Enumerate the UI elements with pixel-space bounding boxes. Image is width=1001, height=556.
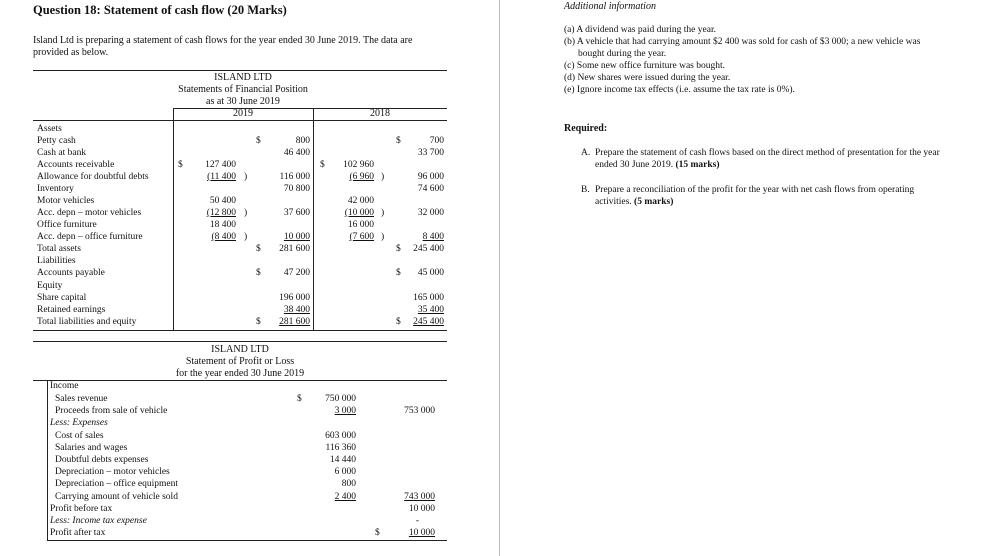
sfp-2019-inventory: 70 800 <box>283 184 310 194</box>
pl-label-dep-oe: Depreciation – office equipment <box>55 479 179 489</box>
sfp-2018-total-assets: 245 400 <box>413 244 444 254</box>
sfp-paren: ) <box>381 208 385 218</box>
additional-item-a: (a) A dividend was paid during the year. <box>564 25 716 35</box>
sfp-2018-retained: 35 400 <box>417 305 444 315</box>
required-b-marker: B. <box>581 185 590 195</box>
required-b-line2-text: activities. <box>595 197 632 207</box>
sfp-label-dep-office: Acc. depn – office furniture <box>37 232 143 242</box>
sfp-2018-motor-gross: 42 000 <box>347 196 374 206</box>
pl-label-pbt: Profit before tax <box>50 504 113 514</box>
sfp-label-inventory: Inventory <box>37 184 74 194</box>
pl-dollar: $ <box>375 528 380 538</box>
sfp-dollar: $ <box>396 317 401 327</box>
sfp-dollar: $ <box>320 160 325 170</box>
sfp-2018-dep-motor-net: 32 000 <box>417 208 444 218</box>
sfp-2019-total-le: 281 600 <box>279 317 310 327</box>
sfp-dollar: $ <box>396 244 401 254</box>
sfp-2019-dep-motor-gross: (12 800 <box>206 208 236 218</box>
additional-item-c: (c) Some new office furniture was bought. <box>564 61 726 71</box>
sfp-2019-motor-gross: 50 400 <box>209 196 236 206</box>
pl-label-cos: Cost of sales <box>55 431 104 441</box>
sfp-label-equity: Equity <box>37 281 63 291</box>
sfp-label-acc-pay: Accounts payable <box>37 268 105 278</box>
sfp-2019-petty-cash: 800 <box>295 136 310 146</box>
pl-label-proceeds: Proceeds from sale of vehicle <box>55 406 168 416</box>
intro-line-2: provided as below. <box>33 47 109 58</box>
sfp-label-petty-cash: Petty cash <box>37 136 76 146</box>
sfp-year-2019: 2019 <box>233 108 253 119</box>
pl-sales-value: 750 000 <box>325 394 356 404</box>
sfp-2018-office-gross: 16 000 <box>347 220 374 230</box>
sfp-2018-allowance-net: 96 000 <box>417 172 444 182</box>
additional-item-b: (b) A vehicle that had carrying amount $2 400 was sold for cash of $3 000; a new vehicle was <box>564 37 921 47</box>
pl-pat-value: 10 000 <box>408 528 435 538</box>
sfp-paren: ) <box>244 208 248 218</box>
sfp-2018-acc-pay: 45 000 <box>417 268 444 278</box>
pl-label-salaries: Salaries and wages <box>55 443 128 453</box>
sfp-label-motor: Motor vehicles <box>37 196 95 206</box>
additional-item-e: (e) Ignore income tax effects (i.e. assume the tax rate is 0%). <box>564 85 795 95</box>
pl-cos-value: 603 000 <box>325 431 356 441</box>
required-a-line2-text: ended 30 June 2019. <box>595 160 674 170</box>
sfp-paren: ) <box>381 172 385 182</box>
pl-title: Statement of Profit or Loss <box>185 356 295 367</box>
pl-income-total: 753 000 <box>404 406 435 416</box>
pl-dollar: $ <box>297 394 302 404</box>
required-a-marks: (15 marks) <box>675 160 720 170</box>
pl-label-pat: Profit after tax <box>50 528 106 538</box>
required-b-line1: Prepare a reconciliation of the profit for the year with net cash flows from operating <box>595 185 915 195</box>
sfp-2019-acc-pay: 47 200 <box>283 268 310 278</box>
additional-item-b-cont: bought during the year. <box>578 49 667 59</box>
required-a-line2 <box>595 160 720 170</box>
sfp-dollar: $ <box>256 317 261 327</box>
pl-doubtful-value: 14 440 <box>329 455 356 465</box>
sfp-year-2018: 2018 <box>370 108 390 119</box>
sfp-dollar: $ <box>178 160 183 170</box>
required-a-marker: A. <box>581 148 591 158</box>
pl-dep-mv-value: 6 000 <box>334 467 356 477</box>
sfp-company: ISLAND LTD <box>214 72 272 83</box>
required-a-line1: Prepare the statement of cash flows based on the direct method of presentation for the year <box>595 148 940 158</box>
sfp-label-liabilities: Liabilities <box>37 256 76 266</box>
sfp-label-cash-bank: Cash at bank <box>37 148 87 158</box>
sfp-dollar: $ <box>396 136 401 146</box>
additional-item-d: (d) New shares were issued during the year. <box>564 73 731 83</box>
sfp-2019-cash-bank: 46 400 <box>283 148 310 158</box>
sfp-paren: ) <box>244 172 248 182</box>
pl-label-sales: Sales revenue <box>55 394 108 404</box>
pl-proceeds-value: 3 000 <box>334 406 356 416</box>
sfp-2018-inventory: 74 600 <box>417 184 444 194</box>
sfp-2018-acc-rec-gross: 102 960 <box>343 160 374 170</box>
required-b-marks: (5 marks) <box>634 197 674 207</box>
sfp-dollar: $ <box>396 268 401 278</box>
sfp-2019-share-cap: 196 000 <box>279 293 310 303</box>
sfp-2018-share-cap: 165 000 <box>413 293 444 303</box>
pl-label-doubtful: Doubtful debts expenses <box>55 455 149 465</box>
sfp-date: as at 30 June 2019 <box>206 96 280 107</box>
sfp-title: Statements of Financial Position <box>178 84 308 95</box>
pl-company: ISLAND LTD <box>211 344 269 355</box>
additional-heading: Additional information <box>564 1 656 12</box>
sfp-2019-total-assets: 281 600 <box>279 244 310 254</box>
sfp-2018-petty-cash: 700 <box>429 136 444 146</box>
sfp-dollar: $ <box>256 268 261 278</box>
pl-tax-value: - <box>415 516 420 526</box>
pl-dep-oe-value: 800 <box>341 479 356 489</box>
sfp-label-total-assets: Total assets <box>37 244 81 254</box>
question-title: Question 18: Statement of cash flow (20 Marks) <box>33 3 287 17</box>
sfp-label-office: Office furniture <box>37 220 97 230</box>
pl-label-carrying: Carrying amount of vehicle sold <box>55 492 178 502</box>
sfp-dollar: $ <box>256 244 261 254</box>
pl-salaries-value: 116 360 <box>325 443 356 453</box>
pl-label-tax: Less: Income tax expense <box>50 516 147 526</box>
sfp-label-share-cap: Share capital <box>37 293 87 303</box>
sfp-2019-dep-motor-net: 37 600 <box>283 208 310 218</box>
sfp-2018-allowance-gross: (6 960 <box>349 172 374 182</box>
sfp-paren: ) <box>381 232 385 242</box>
sfp-label-assets: Assets <box>37 124 62 134</box>
sfp-2018-cash-bank: 33 700 <box>417 148 444 158</box>
pl-expense-total: 743 000 <box>404 492 435 502</box>
sfp-2019-allowance-gross: (11 400 <box>207 172 236 182</box>
sfp-2018-dep-office-gross: (7 600 <box>349 232 374 242</box>
sfp-2019-dep-office-net: 10 000 <box>283 232 310 242</box>
sfp-2018-dep-motor-gross: (10 000 <box>344 208 374 218</box>
pl-label-dep-mv: Depreciation – motor vehicles <box>55 467 170 477</box>
sfp-label-retained: Retained earnings <box>37 305 106 315</box>
sfp-paren: ) <box>244 232 248 242</box>
sfp-2019-dep-office-gross: (8 400 <box>211 232 236 242</box>
required-heading: Required: <box>564 123 608 134</box>
pl-label-income: Income <box>50 381 79 391</box>
sfp-2019-acc-rec-gross: 127 400 <box>205 160 236 170</box>
sfp-2018-dep-office-net: 8 400 <box>422 232 444 242</box>
sfp-2018-total-le: 245 400 <box>413 317 444 327</box>
required-b-line2 <box>595 197 673 207</box>
intro-line-1: Island Ltd is preparing a statement of cash flows for the year ended 30 June 2019. The data are <box>33 35 413 46</box>
sfp-2019-allowance-net: 116 000 <box>279 172 310 182</box>
page-divider <box>499 0 500 556</box>
sfp-label-total-le: Total liabilities and equity <box>37 317 137 327</box>
sfp-2019-office-gross: 18 400 <box>209 220 236 230</box>
sfp-2019-retained: 38 400 <box>283 305 310 315</box>
pl-label-less-exp: Less: Expenses <box>50 418 108 428</box>
sfp-label-acc-rec: Accounts receivable <box>37 160 115 170</box>
pl-pbt-value: 10 000 <box>408 504 435 514</box>
pl-period: for the year ended 30 June 2019 <box>175 368 305 379</box>
sfp-label-allowance: Allowance for doubtful debts <box>37 172 149 182</box>
sfp-dollar: $ <box>256 136 261 146</box>
sfp-label-dep-motor: Acc. depn – motor vehicles <box>37 208 142 218</box>
pl-carrying-value: 2 400 <box>334 492 356 502</box>
